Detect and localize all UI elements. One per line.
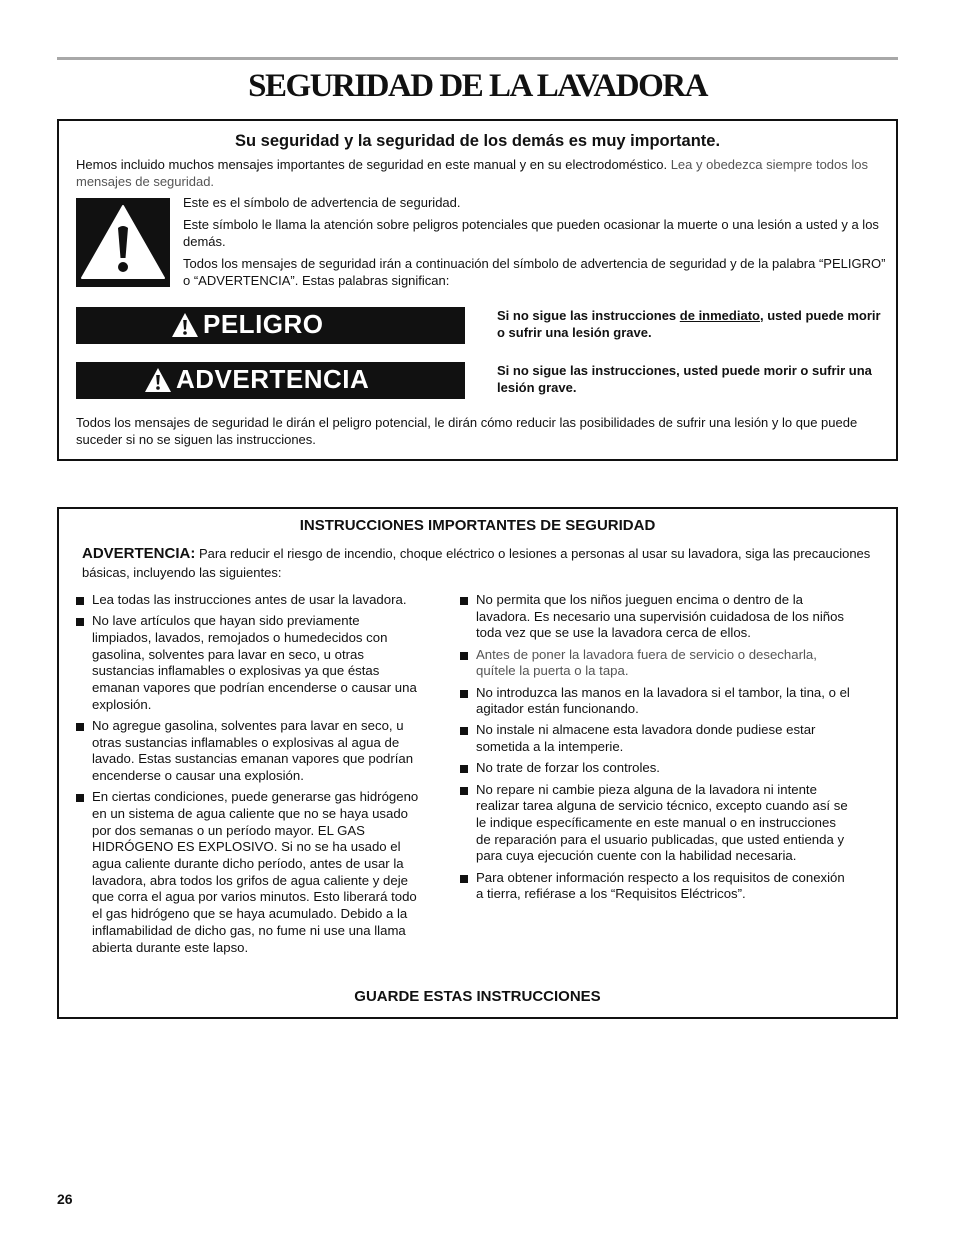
bullet-icon: [460, 652, 468, 660]
danger-desc-post: , usted puede morir o sufrir una lesión grave.: [497, 308, 881, 340]
list-item: [460, 782, 850, 866]
list-item: [76, 789, 421, 956]
danger-label: PELIGRO: [203, 309, 324, 339]
instructions-heading: INSTRUCCIONES IMPORTANTES DE SEGURIDAD: [299, 517, 656, 534]
warning-banner: [76, 362, 465, 399]
symbol-text-2: Este símbolo le llama la atención sobre peligros potenciales que pueden ocasionar la muerte o una lesión a usted y a los demás.: [183, 217, 879, 249]
list-item-text: No agregue gasolina, solventes para lavar en seco, u otras sustancias inflamables o explosivas al agua de lavado. Estas sustancias emanan vapores que podrían encenderse o causar una explosión.: [92, 717, 414, 784]
instructions-right-column: [460, 592, 850, 907]
safety-intro: [76, 156, 886, 190]
list-item: [460, 592, 850, 642]
list-item: [76, 592, 421, 609]
bullet-icon: [460, 765, 468, 773]
instructions-left-column: [76, 592, 421, 961]
safety-closing-text: Todos los mensajes de seguridad le dirán el peligro potencial, le dirán cómo reducir las posibilidades de sufrir una lesión y lo que puede suceder si no se siguen las instrucciones.: [76, 415, 858, 447]
list-item: [76, 613, 421, 713]
bullet-icon: [460, 875, 468, 883]
bullet-icon: [460, 597, 468, 605]
list-item-text: No instale ni almacene esta lavadora donde pudiese estar sometida a la intemperie.: [476, 722, 816, 755]
save-instructions-heading: GUARDE ESTAS INSTRUCCIONES: [354, 988, 601, 1005]
list-item: [460, 647, 850, 680]
list-item-text: No trate de forzar los controles.: [476, 760, 660, 776]
bullet-icon: [460, 787, 468, 795]
warning-alert-icon: [144, 367, 172, 393]
page-number: 26: [57, 1191, 73, 1207]
top-rule: [57, 57, 898, 60]
bullet-icon: [76, 618, 84, 626]
danger-banner: [76, 307, 465, 344]
list-item-text: No introduzca las manos en la lavadora si el tambor, la tina, o el agitador están funcionando.: [476, 684, 850, 717]
list-item: [460, 685, 850, 718]
danger-alert-icon: [171, 312, 199, 338]
instructions-warning: [82, 544, 872, 582]
safety-message-box: [57, 119, 898, 461]
list-item: [460, 760, 850, 777]
warning-label: ADVERTENCIA: [176, 364, 370, 394]
list-item: [460, 870, 850, 903]
list-item-text: Lea todas las instrucciones antes de usar la lavadora.: [92, 592, 407, 607]
bullet-icon: [76, 597, 84, 605]
list-item-text: En ciertas condiciones, puede generarse gas hidrógeno en un sistema de agua caliente que no se haya usado por dos semanas o un período mayor. EL GAS HIDRÓGENO ES EXPLOSIVO. Si no se ha usado el agua caliente durante dicho período, antes de usar la lavadora, abra todos los grifos de agua caliente y deje que corra el agua por varios minutos. Esto liberará todo el gas hidrógeno que se haya acumulado. Debido a la inflamabilidad de dicho gas, no fume ni use una llama abierta durante este lapso.: [92, 789, 419, 955]
safety-intro-grey: Lea y obedezca siempre todos los mensajes de seguridad.: [76, 157, 868, 189]
bullet-icon: [76, 723, 84, 731]
danger-desc-pre: Si no sigue las instrucciones: [497, 308, 680, 323]
instructions-warning-text: Para reducir el riesgo de incendio, choque eléctrico o lesiones a personas al usar su lavadora, siga las precauciones básicas, incluyendo las siguientes:: [82, 546, 871, 580]
list-item: [460, 722, 850, 755]
list-item-text: Para obtener información respecto a los requisitos de conexión a tierra, refiérase a los “Requisitos Eléctricos”.: [476, 869, 845, 902]
instructions-box: [57, 507, 898, 1019]
bullet-icon: [76, 794, 84, 802]
warning-triangle-icon: [76, 198, 170, 287]
page-title: SEGURIDAD DE LA LAVADORA: [248, 68, 707, 104]
bullet-icon: [460, 727, 468, 735]
list-item-text: Antes de poner la lavadora fuera de servicio o desecharla, quítele la puerta o la tapa.: [476, 646, 817, 679]
list-item: [76, 718, 421, 785]
warning-description: Si no sigue las instrucciones, usted puede morir o sufrir una lesión grave.: [497, 363, 872, 395]
symbol-text-3: Todos los mensajes de seguridad irán a continuación del símbolo de advertencia de seguridad y de la palabra “PELIGRO” o “ADVERTENCIA”. Estas palabras significan:: [183, 256, 886, 288]
safety-intro-main: Hemos incluido muchos mensajes importantes de seguridad en este manual y en su electrodoméstico.: [76, 157, 671, 172]
list-item-text: No lave artículos que hayan sido previamente limpiados, lavados, remojados o humedecidos con gasolina, solventes para lavar en seco, u otras sustancias inflamables o explosivas ya que éstas emanan vapores que podrían encenderse o causar una explosión.: [92, 613, 417, 712]
danger-description: [497, 308, 887, 341]
bullet-icon: [460, 690, 468, 698]
danger-desc-underline: de inmediato: [679, 308, 760, 323]
instructions-warning-lead: ADVERTENCIA:: [82, 545, 196, 562]
symbol-text-1: Este es el símbolo de advertencia de seguridad.: [183, 195, 461, 210]
list-item-text: No repare ni cambie pieza alguna de la lavadora ni intente realizar tarea alguna de servicio técnico, excepto cuando así se le indique específicamente en este manual o en instrucciones de reparación para el usuario publicadas, que usted entienda y para cuya ejecución cuente con la habilidad necesaria.: [476, 781, 848, 864]
safety-box-heading: Su seguridad y la seguridad de los demás es muy importante.: [234, 132, 721, 150]
list-item-text: No permita que los niños jueguen encima o dentro de la lavadora. Es necesario una supervisión cuidadosa de los niños toda vez que se use la lavadora cerca de ellos.: [476, 592, 845, 641]
